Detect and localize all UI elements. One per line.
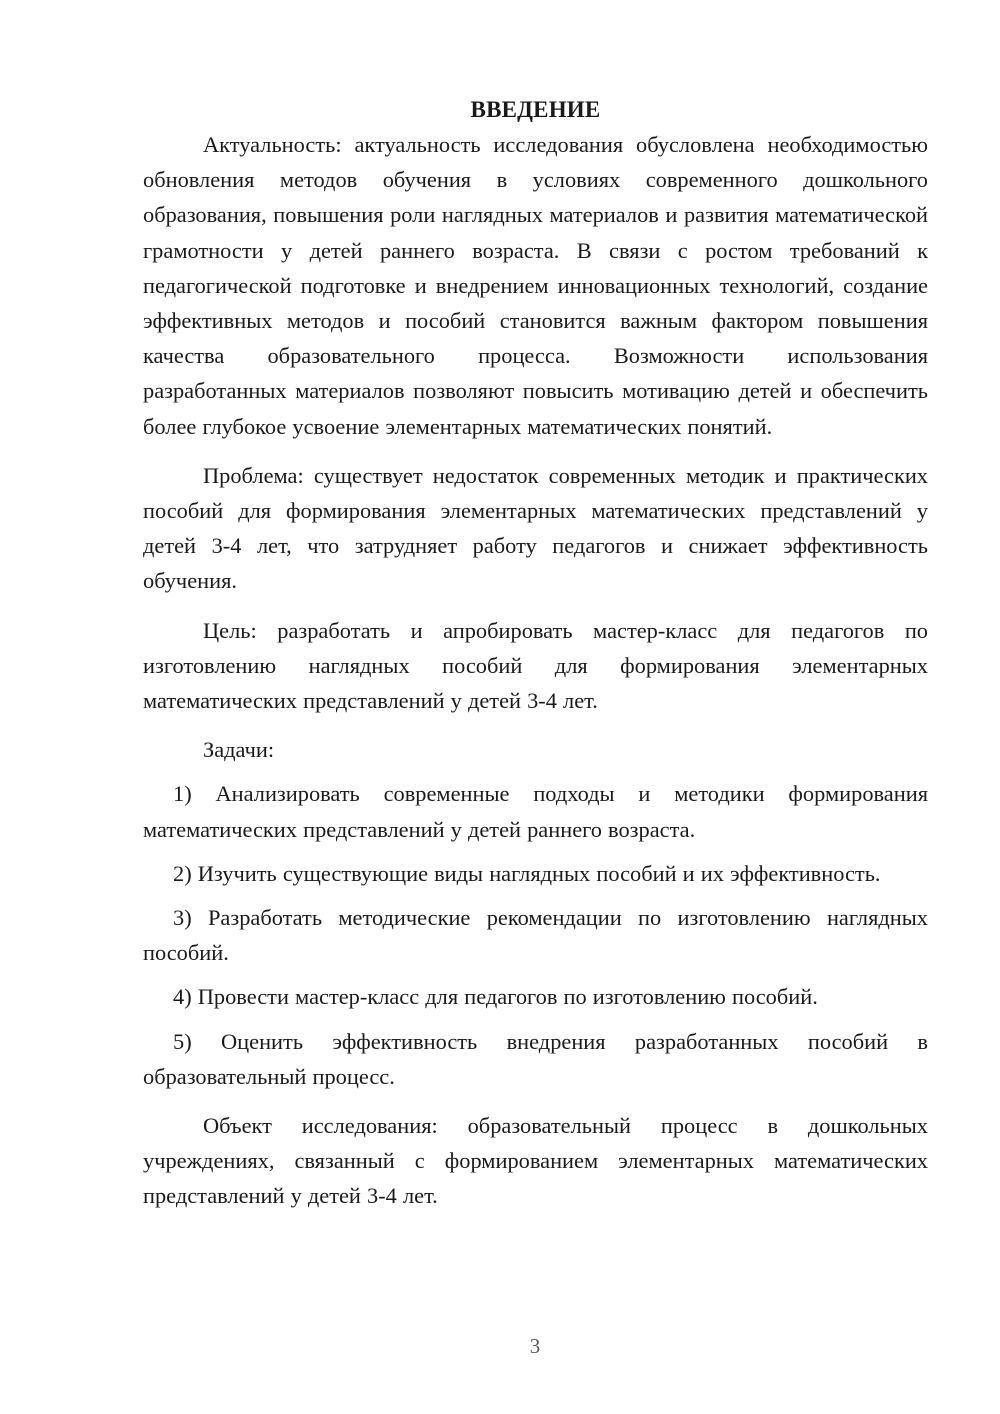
task-item-3: 3) Разработать методические рекомендации по изготовлению наглядных пособий. — [143, 905, 928, 966]
task-item-5: 5) Оценить эффективность внедрения разработанных пособий в образовательный процесс. — [143, 1028, 928, 1089]
goal-paragraph: Цель: разработать и апробировать мастер-класс для педагогов по изготовлению наглядных пособий для формирования элементарных математических представлений у детей 3-4 лет. — [143, 617, 928, 714]
problem-paragraph: Проблема: существует недостаток современных методик и практических пособий для формирования элементарных математических представлений у детей 3-4 лет, что затрудняет работу педагогов и снижает эффективность обучения. — [143, 462, 928, 594]
page-number: 3 — [529, 1334, 541, 1358]
task-item-2: 2) Изучить существующие виды наглядных пособий и их эффективность. — [173, 860, 881, 886]
tasks-heading: Задачи: — [203, 737, 275, 763]
object-paragraph: Объект исследования: образовательный процесс в дошкольных учреждениях, связанный с формированием элементарных математических представлений у детей 3-4 лет. — [143, 1113, 928, 1209]
relevance-paragraph: Актуальность: актуальность исследования обусловлена необходимостью обновления методов обучения в условиях современного дошкольного образования, повышения роли наглядных материалов и развития математической грамотности у детей раннего возраста. В связи с ростом требований к педагогической подготовке и внедрением инновационных технологий, создание эффективных методов и пособий становится важным фактором повышения качества образовательного процесса. Возможности использования разработанных материалов позволяют повысить мотивацию детей и обеспечить более глубокое усвоение элементарных математических понятий. — [143, 132, 928, 439]
task-item-1: 1) Анализировать современные подходы и методики формирования математических представлений у детей раннего возраста. — [143, 781, 928, 842]
task-item-4: 4) Провести мастер-класс для педагогов по изготовлению пособий. — [173, 984, 818, 1010]
section-title: ВВЕДЕНИЕ — [470, 97, 601, 122]
document-page — [143, 92, 928, 1214]
